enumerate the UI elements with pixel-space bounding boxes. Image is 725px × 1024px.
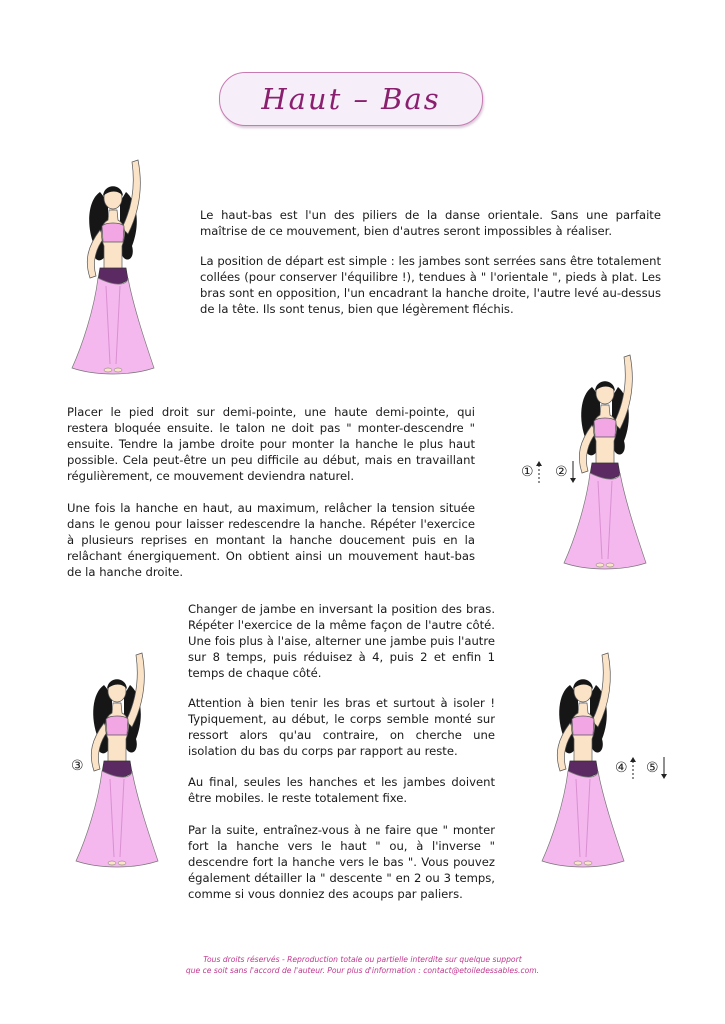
paragraph-suite: Par la suite, entraînez-vous à ne faire que " monter fort la hanche vers le haut " ou, à l'inverse " descendre fort la hanche vers le bas ". Vous pouvez également détailler la " descente " en 2 ou 3 temps, comme si vous donniez des acoups par paliers. — [188, 823, 495, 901]
title-banner — [219, 72, 483, 126]
dancer-illustration-1 — [60, 150, 166, 378]
arrow-up-icon — [629, 756, 637, 780]
paragraph-final: Au final, seules les hanches et les jambes doivent être mobiles. le reste totalement fixe. — [188, 775, 495, 805]
step-marker-2: ② — [555, 460, 577, 484]
footer-line-2: que ce soit sans l'accord de l'auteur. Pour plus d'information : contact@etoiledessables.com. — [185, 966, 540, 975]
step-marker-1: ① — [521, 460, 543, 484]
paragraph-relacher: Une fois la hanche en haut, au maximum, relâcher la tension située dans le genou pour laisser redescendre la hanche. Répéter l'exercice à plusieurs reprises en montant la hanche doucement puis en la relâchant énergiquement. On obtient ainsi un mouvement haut-bas de la hanche droite. — [67, 501, 475, 579]
footer-line-1: Tous droits réservés - Reproduction totale ou partielle interdite sur quelque support — [203, 955, 522, 964]
step-marker-4: ④ — [615, 756, 637, 780]
arrow-down-icon — [660, 756, 668, 780]
paragraph-position: La position de départ est simple : les jambes sont serrées sans être totalement collées (pour conserver l'équilibre !), tendues à " l'orientale ", pieds à plat. Les bras sont en opposition, l'un encadrant la hanche droite, l'autre levé au-dessus de la tête. Ils sont tenus, bien que légèrement fléchis. — [200, 254, 661, 316]
arrow-down-icon — [569, 460, 577, 484]
step-marker-3: ③ — [71, 758, 84, 774]
dancer-illustration-3 — [64, 643, 170, 871]
step-marker-5: ⑤ — [646, 756, 668, 780]
paragraph-demi-pointe: Placer le pied droit sur demi-pointe, une haute demi-pointe, qui restera bloquée ensuite. le talon ne doit pas " monter-descendre " ensuite. Tendre la jambe droite pour monter la hanche le plus haut possible. Cela peut-être un peu difficile au début, mais en travaillant régulièrement, ce mouvement deviendra naturel. — [67, 405, 475, 483]
copyright-footer — [0, 954, 725, 976]
page-title: Haut – Bas — [261, 82, 441, 116]
paragraph-attention: Attention à bien tenir les bras et surtout à isoler ! Typiquement, au début, le corps semble monté sur ressort alors qu'au contraire, on cherche une isolation du bas du corps par rapport au reste. — [188, 696, 495, 758]
paragraph-intro: Le haut-bas est l'un des piliers de la danse orientale. Sans une parfaite maîtrise de ce mouvement, bien d'autres seront impossibles à réaliser. — [200, 208, 661, 238]
arrow-up-icon — [535, 460, 543, 484]
paragraph-changer-jambe: Changer de jambe en inversant la position des bras. Répéter l'exercice de la même façon de l'autre côté. Une fois plus à l'aise, alterner une jambe puis l'autre sur 8 temps, puis réduisez à 4, puis 2 et enfin 1 temps de chaque côté. — [188, 602, 495, 680]
dancer-illustration-2 — [552, 345, 658, 573]
